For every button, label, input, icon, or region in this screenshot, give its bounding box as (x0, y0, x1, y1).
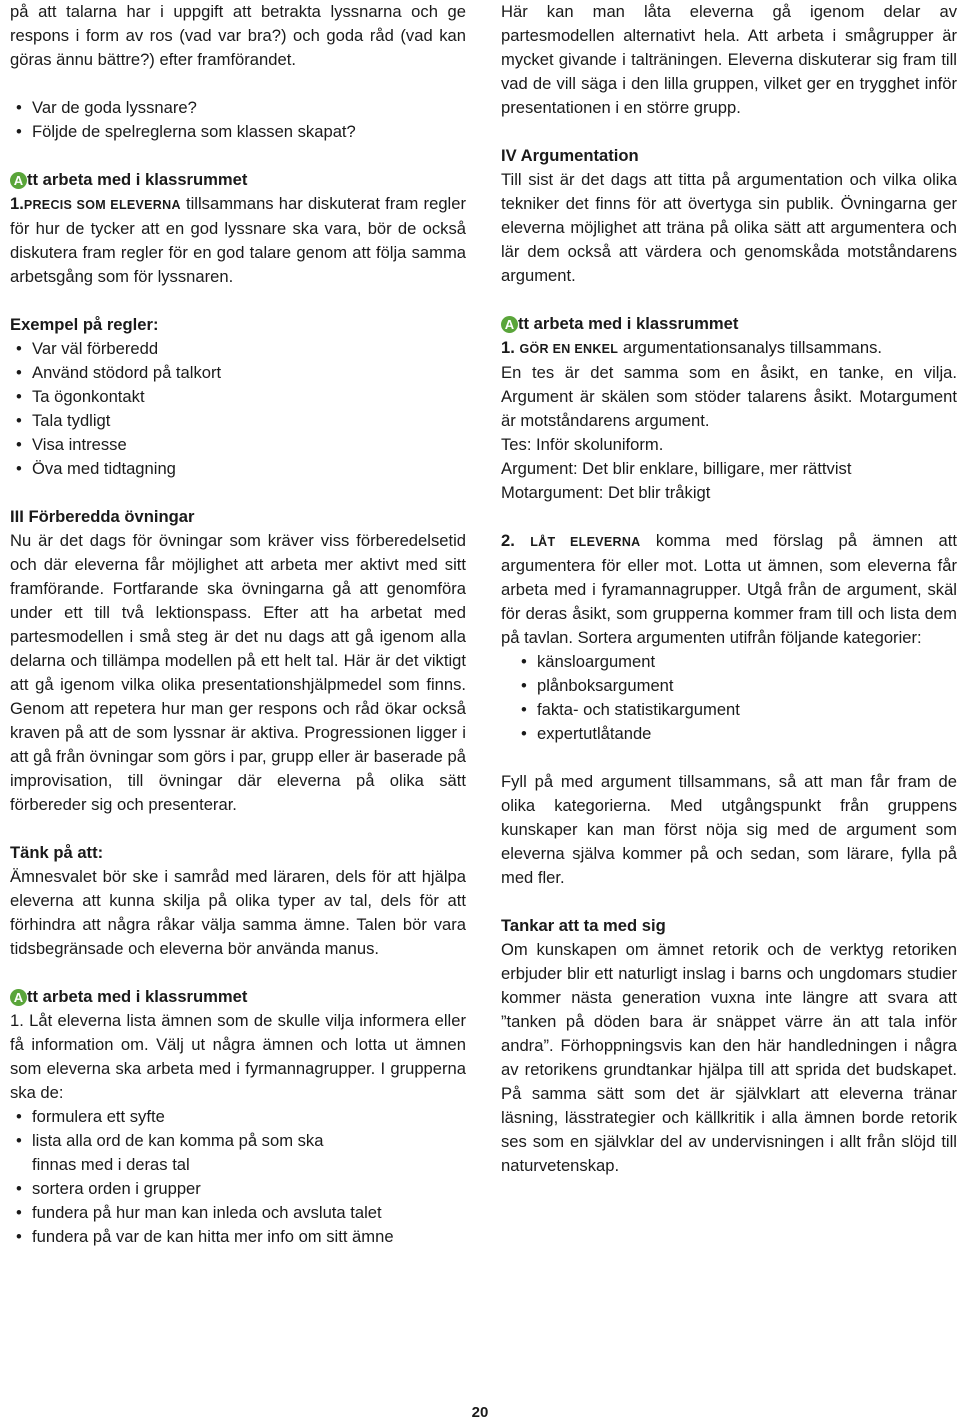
section-paragraph (501, 529, 957, 650)
list-item: • fakta- och statistikargument (501, 698, 957, 722)
section-paragraph: 1. Låt eleverna lista ämnen som de skulle vilja informera eller få information om. Välj ut några ämnen och lotta ut ämnen som eleverna ska arbeta med i fyrmannagrupper. I grupperna ska de: (10, 1011, 466, 1102)
section-paragraph (501, 336, 957, 361)
list-item: • expertutlåtande (501, 722, 957, 746)
item-number: 1. (10, 194, 24, 213)
a-circle-icon: A (10, 989, 27, 1006)
list-item: • fundera på hur man kan inleda och avsluta talet (10, 1201, 466, 1225)
intro-bullet-list (10, 96, 466, 144)
list-item: • fundera på var de kan hitta mer info om sitt ämne (10, 1225, 466, 1249)
a-circle-icon: A (501, 316, 518, 333)
list-item: • Använd stödord på talkort (10, 361, 466, 385)
section-heading-classroom (501, 312, 957, 336)
left-column (10, 0, 466, 1249)
list-item: • Öva med tidtagning (10, 457, 466, 481)
item-number: 1. (501, 338, 515, 357)
list-item: • formulera ett syfte (10, 1105, 466, 1129)
right-column (501, 0, 957, 1178)
paragraph-line: Tes: Inför skoluniform. (501, 435, 664, 454)
group-tasks-list (10, 1105, 466, 1249)
section-heading-classroom (10, 985, 466, 1009)
small-caps-lead: GÖR EN ENKEL (519, 342, 619, 356)
section-heading-classroom (10, 168, 466, 192)
section-heading-argumentation: IV Argumentation (501, 146, 639, 165)
heading-text: tt arbeta med i klassrummet (27, 170, 248, 189)
list-item: • Tala tydligt (10, 409, 466, 433)
list-item (10, 1129, 466, 1177)
list-item: • Var väl förberedd (10, 337, 466, 361)
section-paragraph (10, 192, 466, 289)
list-item: • Ta ögonkontakt (10, 385, 466, 409)
list-item-text: lista alla ord de kan komma på som ska (32, 1131, 324, 1150)
paragraph-text: komma med förslag på ämnen att argumentera för eller mot. Lotta ut ämnen, som eleverna får arbeta med i fyramannagrupper. Utgå från de argument, skäl för deras åsikt, som grupperna kommer fram till och lista dem på tavlan. Sortera argumenten utifrån följande kategorier: (501, 531, 957, 647)
section-heading-prepared-exercises: III Förberedda övningar (10, 507, 195, 526)
a-circle-icon: A (10, 172, 27, 189)
thoughts-paragraph: Om kunskapen om ämnet retorik och de verktyg retoriken erbjuder blir ett naturligt inslag i barns och ungdomars studier kommer nästa generation vuxna inte längre att svara att ”tanken på döden bara är snäppet värre än att tala inför andra”. Förhoppningsvis kan den här handledningen i några av retorikens grundtankar hjälpa till att sprida det budskapet. På samma sätt som det är självklart att eleverna tränar läsning, lässtrategier och källkritik i alla ämnen borde retorik ses som en självklar del av undervisningen i allt från slöjd till naturvetenskap. (501, 940, 957, 1175)
paragraph-line: Motargument: Det blir tråkigt (501, 483, 711, 502)
intro-paragraph: på att talarna har i uppgift att betrakta lyssnarna och ge respons i form av ros (vad var bra?) och goda råd (vad kan göras ännu bättre?) efter framförandet. (10, 2, 466, 69)
think-paragraph: Ämnesvalet bör ske i samråd med läraren, dels för att hjälpa eleverna att kunna skilja på olika typer av tal, dels för att förhindra att några råkar välja samma ämne. Talen bör vara tidsbegränsade och eleverna bör använda manus. (10, 867, 466, 958)
small-caps-lead: LÅT ELEVERNA (530, 535, 641, 549)
list-item: • Följde de spelreglerna som klassen skapat? (10, 120, 466, 144)
paragraph-line: Argument: Det blir enklare, billigare, mer rättvist (501, 459, 852, 478)
list-item-continuation: finnas med i deras tal (32, 1155, 190, 1174)
section-paragraph: Fyll på med argument tillsammans, så att man får fram de olika kategorierna. Med utgångspunkt från gruppens kunskaper kan man först nöja sig med de argument som eleverna själva kommer på och sedan, som lärare, fylla på med fler. (501, 772, 957, 887)
list-item: • Visa intresse (10, 433, 466, 457)
heading-text: tt arbeta med i klassrummet (518, 314, 739, 333)
list-item: • sortera orden i grupper (10, 1177, 466, 1201)
list-item: • plånboksargument (501, 674, 957, 698)
thoughts-heading: Tankar att ta med sig (501, 916, 666, 935)
small-caps-lead: PRECIS SOM ELEVERNA (23, 198, 181, 212)
think-heading: Tänk på att: (10, 843, 104, 862)
section-paragraph: Till sist är det dags att titta på argumentation och vilka olika tekniker det finns för att övertyga sin publik. Övningarna ger eleverna möjlighet att träna på olika sätt att argumentera och lär dem också att värdera och genomskåda motståndarens argument. (501, 170, 957, 285)
examples-heading: Exempel på regler: (10, 315, 159, 334)
item-number: 2. (501, 531, 515, 550)
section-paragraph: Nu är det dags för övningar som kräver viss förberedelsetid och där eleverna får möjlighet att arbeta mer aktivt med sitt framförande. Fortfarande ska övningarna gå att genomföra under ett till två lektionspass. Efter att ha arbetat med partesmodellen i små steg är det nu dags att gå igenom alla delarna och tillämpa modellen på ett helt tal. Här är det viktigt att gå igenom vilka olika presentationshjälpmedel som finns. Genom att repetera hur man ger respons och råd ökar också kraven på att de som lyssnar är aktiva. Progressionen ligger i att gå från övningar som görs i par, grupp eller är baserade på improvisation, till övningar där eleverna på olika sätt förbereder sig och presenterar. (10, 531, 466, 814)
heading-text: tt arbeta med i klassrummet (27, 987, 248, 1006)
paragraph-text: argumentationsanalys tillsammans. (622, 338, 883, 357)
paragraph-line: En tes är det samma som en åsikt, en tanke, en vilja. Argument är skälen som stöder talarens åsikt. Motargument är motståndarens argument. (501, 363, 957, 430)
examples-list (10, 337, 466, 481)
list-item: • känsloargument (501, 650, 957, 674)
intro-paragraph: Här kan man låta eleverna gå igenom delar av partesmodellen alternativt hela. Att arbeta i smågrupper är mycket givande i talträningen. Eleverna diskuterar sig fram till vad de vill säga i den lilla gruppen, vilket ger en trygghet inför presentationen i en större grupp. (501, 2, 957, 117)
paragraph-text: tillsammans har diskuterat fram regler för hur de tycker att en god lyssnare ska vara, bör de också diskutera fram regler för en god talare genom att följa samma arbetsgång som för lyssnaren. (10, 194, 466, 286)
categories-list (501, 650, 957, 746)
list-item: • Var de goda lyssnare? (10, 96, 466, 120)
page-number: 20 (471, 1404, 489, 1421)
